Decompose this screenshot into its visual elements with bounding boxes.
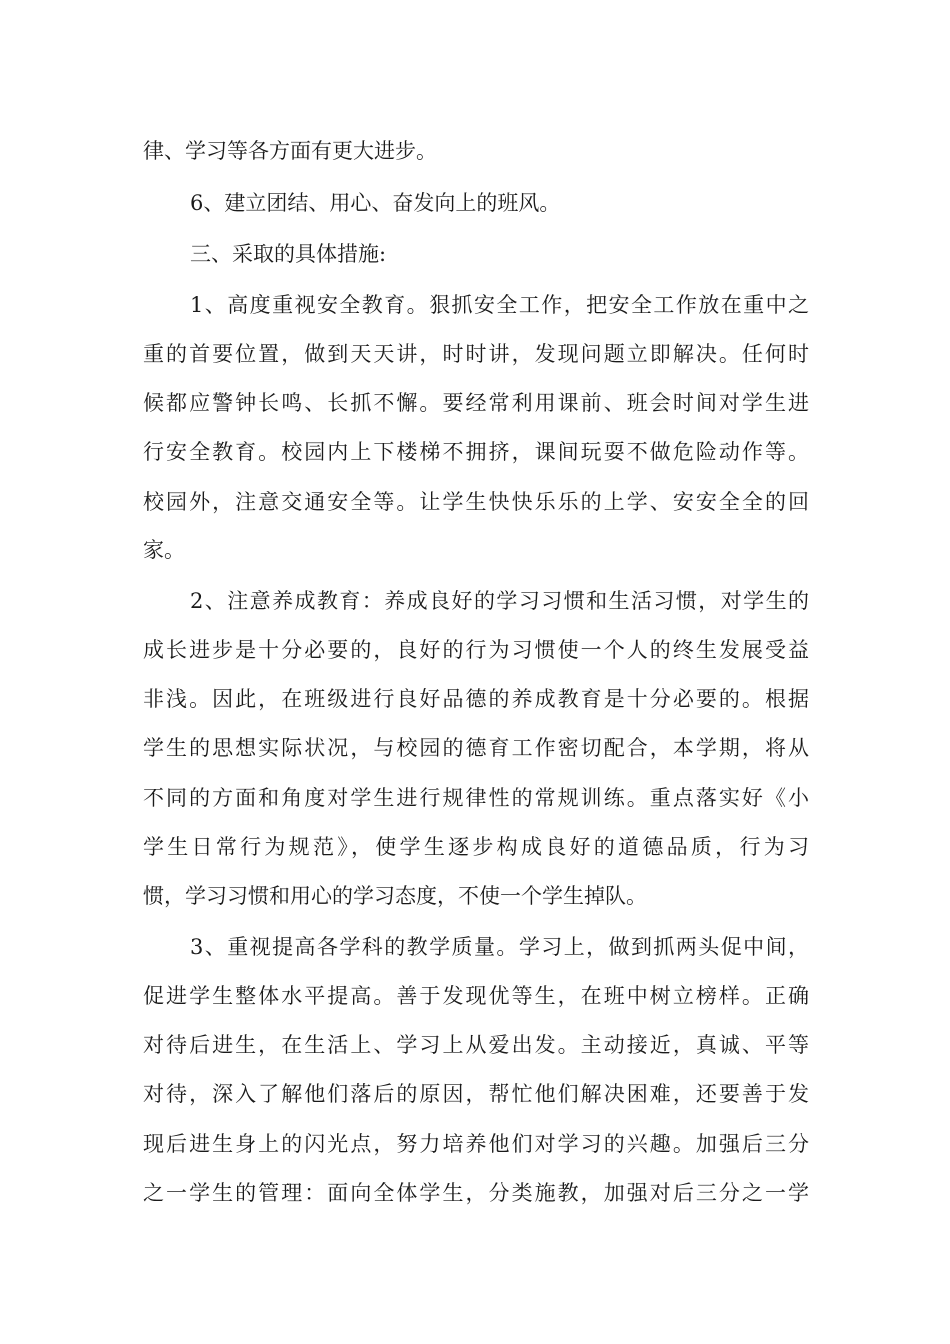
text-line: 促进学生整体水平提高。善于发现优等生，在班中树立榜样。正确 [143,984,809,1008]
text-line: 非浅。因此，在班级进行良好品德的养成教育是十分必要的。根据 [143,687,809,711]
text-line: 家。 [143,538,185,562]
text-line: 行安全教育。校园内上下楼梯不拥挤，课间玩耍不做危险动作等。 [143,440,809,464]
text-line: 1、高度重视安全教育。狠抓安全工作，把安全工作放在重中之 [190,293,809,317]
text-line: 律、学习等各方面有更大进步。 [143,139,437,163]
text-line: 惯，学习习惯和用心的学习态度，不使一个学生掉队。 [143,884,647,908]
text-line: 2、注意养成教育：养成良好的学习习惯和生活习惯，对学生的 [190,589,809,613]
text-line: 不同的方面和角度对学生进行规律性的常规训练。重点落实好《小 [143,786,809,810]
text-line: 现后进生身上的闪光点，努力培养他们对学习的兴趣。加强后三分 [143,1132,809,1156]
text-line: 对待后进生，在生活上、学习上从爱出发。主动接近，真诚、平等 [143,1033,809,1057]
text-line: 学生的思想实际状况，与校园的德育工作密切配合，本学期，将从 [143,736,809,760]
text-line: 学生日常行为规范》，使学生逐步构成良好的道德品质，行为习 [143,835,809,859]
text-line: 校园外，注意交通安全等。让学生快快乐乐的上学、安安全全的回 [143,490,809,514]
text-line: 之一学生的管理：面向全体学生，分类施教，加强对后三分之一学 [143,1181,809,1205]
text-line: 成长进步是十分必要的，良好的行为习惯使一个人的终生发展受益 [143,638,809,662]
text-line: 3、重视提高各学科的教学质量。学习上，做到抓两头促中间， [190,935,809,959]
text-line: 对待，深入了解他们落后的原因，帮忙他们解决困难，还要善于发 [143,1082,809,1106]
section-heading: 三、采取的具体措施: [190,242,387,266]
text-line: 候都应警钟长鸣、长抓不懈。要经常利用课前、班会时间对学生进 [143,391,809,415]
text-line: 重的首要位置，做到天天讲，时时讲，发现问题立即解决。任何时 [143,342,809,366]
text-line: 6、建立团结、用心、奋发向上的班风。 [190,191,561,215]
